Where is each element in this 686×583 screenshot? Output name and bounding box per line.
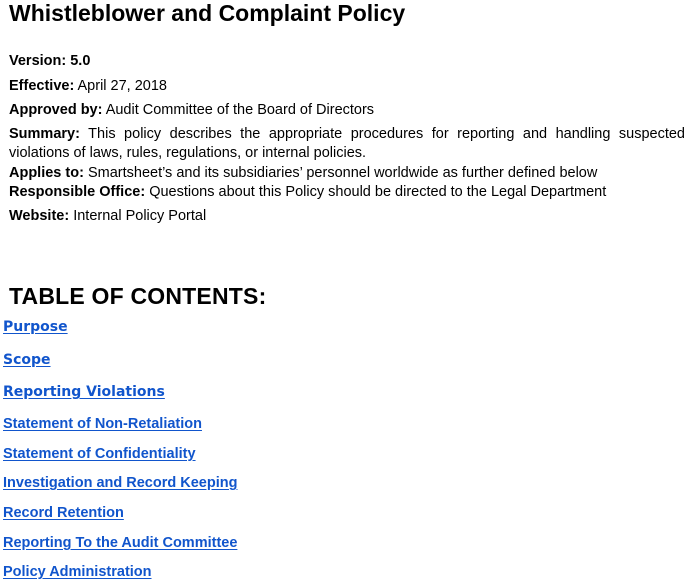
responsible-office-line bbox=[9, 183, 685, 202]
toc-link-audit-committee[interactable]: Reporting To the Audit Committee bbox=[3, 535, 238, 551]
effective-label: Effective: bbox=[9, 78, 75, 94]
summary-value: This policy describes the appropriate procedures for reporting and handling suspected violations of laws, rules, regulations, or internal policies. bbox=[9, 126, 685, 161]
applies-value: Smartsheet’s and its subsidiaries’ personnel worldwide as further defined below bbox=[87, 165, 598, 181]
toc-link-non-retaliation[interactable]: Statement of Non-Retaliation bbox=[3, 416, 202, 432]
website-label: Website: bbox=[9, 208, 70, 224]
website-value: Internal Policy Portal bbox=[73, 208, 207, 224]
page-title: Whistleblower and Complaint Policy bbox=[9, 0, 406, 26]
summary-label: Summary: bbox=[9, 126, 80, 142]
website-line bbox=[9, 207, 685, 226]
toc-link-investigation[interactable]: Investigation and Record Keeping bbox=[3, 475, 238, 491]
effective-line bbox=[9, 77, 685, 96]
toc-heading: TABLE OF CONTENTS: bbox=[9, 283, 267, 309]
toc-link-confidentiality[interactable]: Statement of Confidentiality bbox=[3, 446, 196, 462]
summary-paragraph bbox=[9, 125, 685, 163]
version-label: Version: 5.0 bbox=[9, 53, 91, 69]
approved-line bbox=[9, 101, 685, 120]
approved-value: Audit Committee of the Board of Directors bbox=[105, 102, 375, 118]
applies-label: Applies to: bbox=[9, 165, 84, 181]
toc-link-purpose[interactable]: Purpose bbox=[3, 319, 68, 335]
toc-link-scope[interactable]: Scope bbox=[3, 352, 51, 368]
toc-link-policy-administration[interactable]: Policy Administration bbox=[3, 564, 152, 580]
toc-link-record-retention[interactable]: Record Retention bbox=[3, 505, 124, 521]
version-line bbox=[9, 52, 685, 71]
applies-line bbox=[9, 164, 685, 183]
responsible-office-value: Questions about this Policy should be directed to the Legal Department bbox=[149, 184, 607, 200]
approved-label: Approved by: bbox=[9, 102, 103, 118]
effective-value: April 27, 2018 bbox=[77, 78, 167, 94]
toc-link-reporting-violations[interactable]: Reporting Violations bbox=[3, 384, 165, 400]
responsible-office-label: Responsible Office: bbox=[9, 184, 146, 200]
